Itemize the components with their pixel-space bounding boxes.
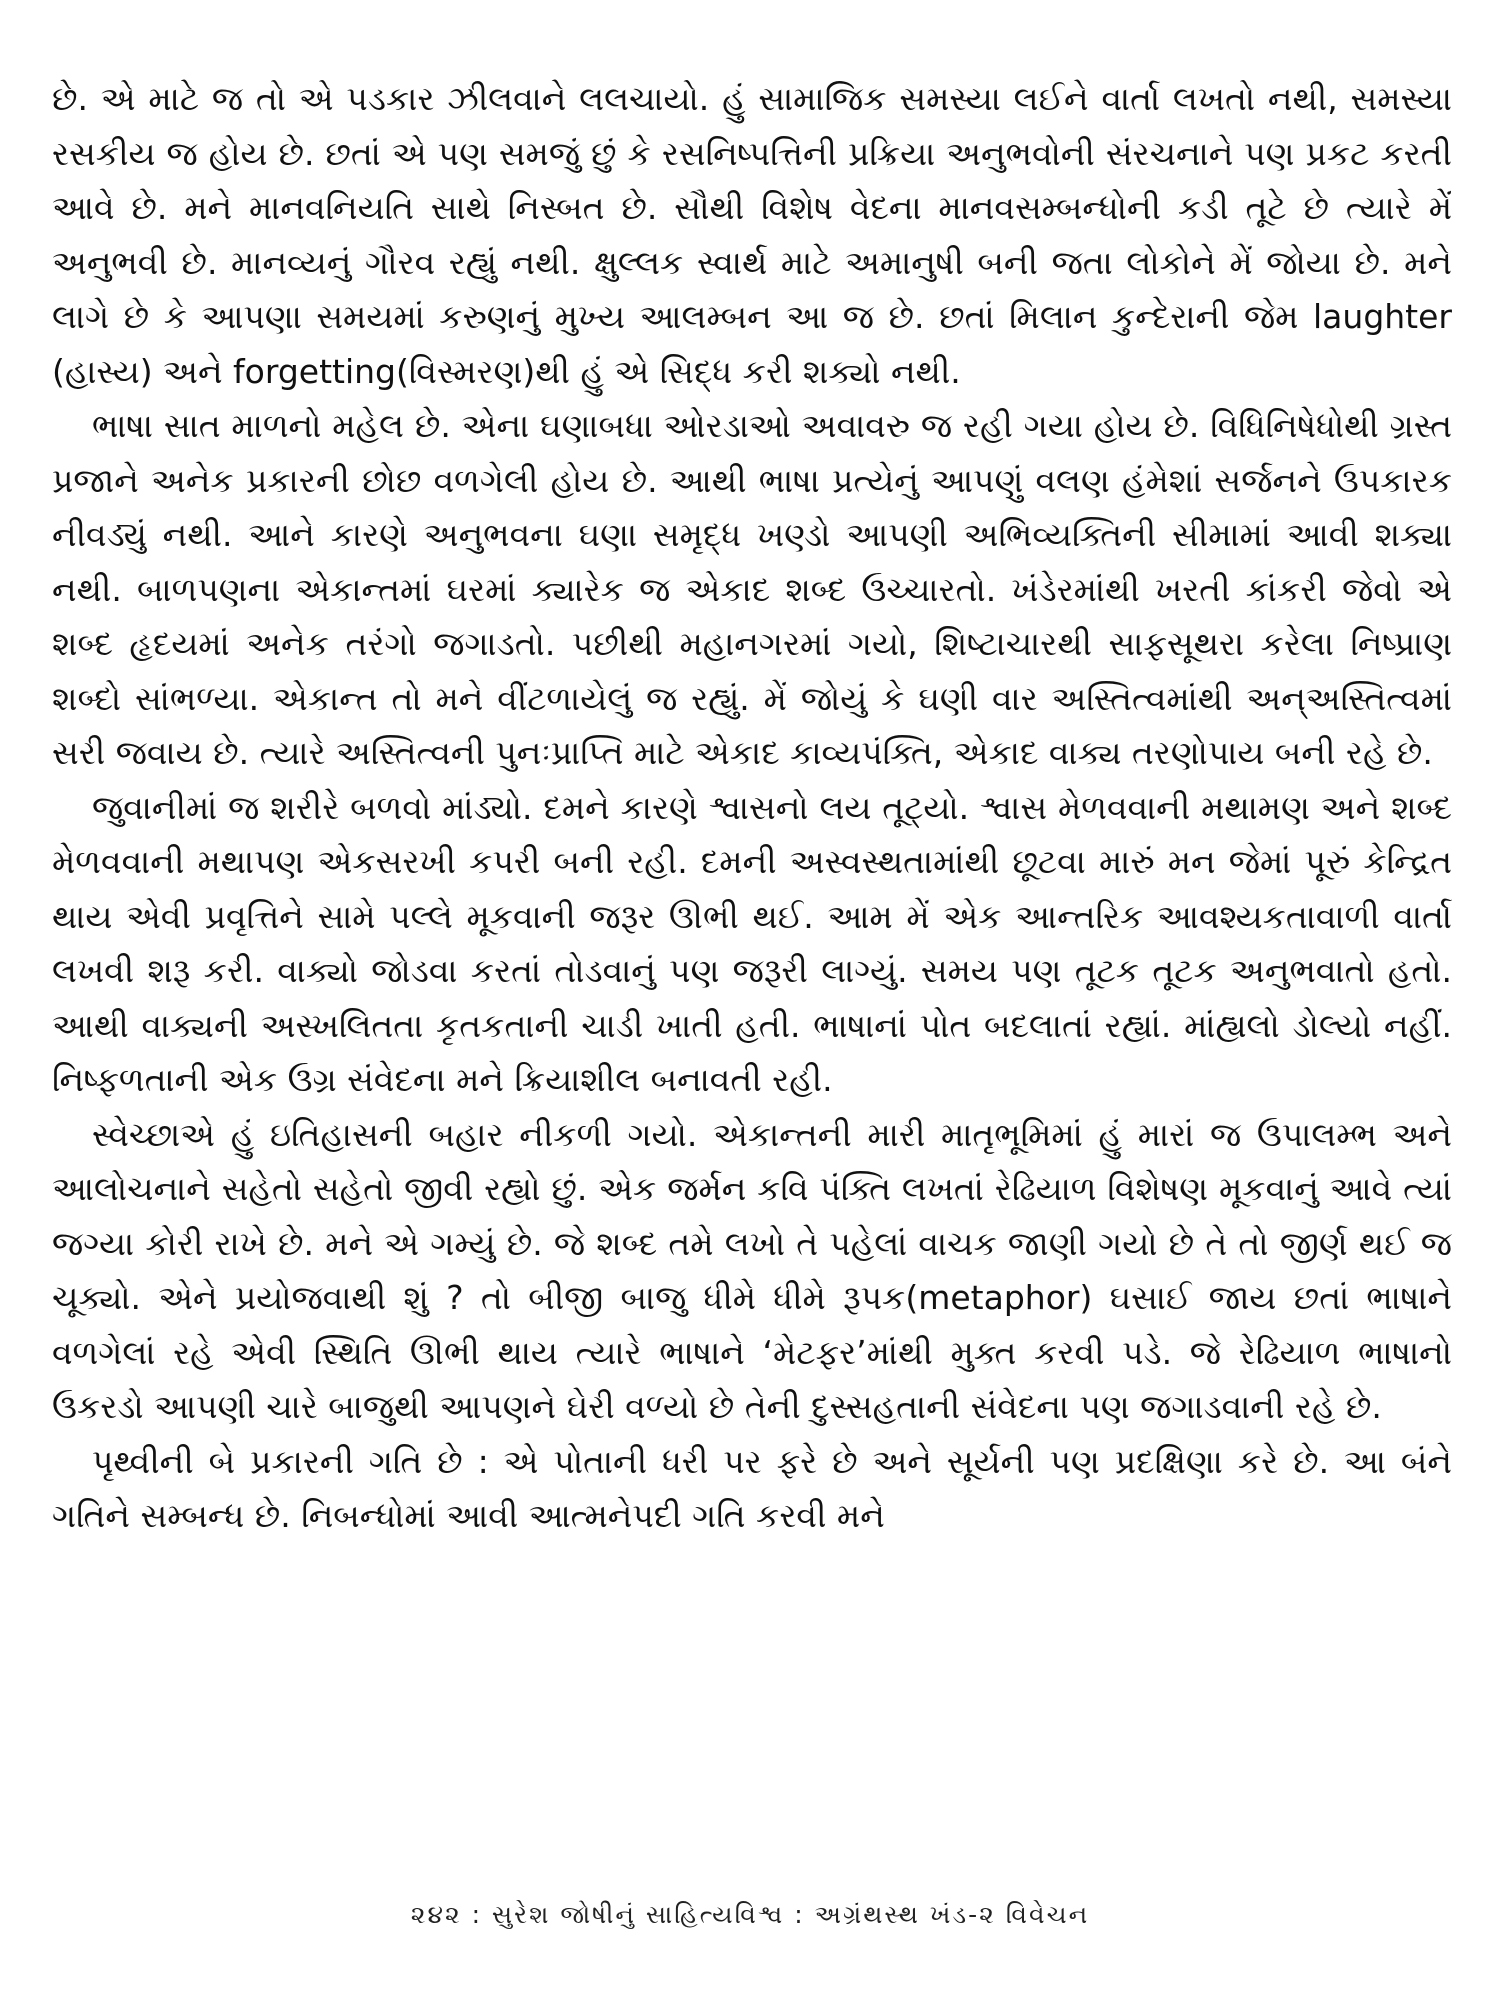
paragraph-1: છે. એ માટે જ તો એ પડકાર ઝીલવાને લલચાયો. હું સામાજિક સમસ્યા લઈને વાર્તા લખતો નથી, સમસ્યા રસકીય જ હોય છે. છતાં એ પણ સમજું છું કે રસનિષ્પત્તિની પ્રક્રિયા અનુભવોની સંરચનાને પણ પ્રકટ કરતી આવે છે. મને માનવનિયતિ સાથે નિસ્બત છે. સૌથી વિશેષ વેદના માનવસમ્બન્ધોની કડી તૂટે છે ત્યારે મેં અનુભવી છે. માનવ્યનું ગૌરવ રહ્યું નથી. ક્ષુલ્લક સ્વાર્થ માટે અમાનુષી બની જતા લોકોને મેં જોયા છે. મને લાગે છે કે આપણા સમયમાં કરુણનું મુખ્ય આલમ્બન આ જ છે. છતાં મિલાન કુન્દેરાની જેમ laughter (હાસ્ય) અને forgetting(વિસ્મરણ)થી હું એ સિદ્ધ કરી શક્યો નથી. bbox=[52, 79, 1452, 391]
paragraph-3: જુવાનીમાં જ શરીરે બળવો માંડ્યો. દમને કારણે શ્વાસનો લય તૂટ્યો. શ્વાસ મેળવવાની મથામણ અને શબ્દ મેળવવાની મથાપણ એકસરખી કપરી બની રહી. દમની અસ્વસ્થતામાંથી છૂટવા મારું મન જેમાં પૂરું કેન્દ્રિત થાય એવી પ્રવૃત્તિને સામે પલ્લે મૂકવાની જરૂર ઊભી થઈ. આમ મેં એક આન્તરિક આવશ્યકતાવાળી વાર્તા લખવી શરૂ કરી. વાક્યો જોડવા કરતાં તોડવાનું પણ જરૂરી લાગ્યું. સમય પણ તૂટક તૂટક અનુભવાતો હતો. આથી વાક્યની અસ્ખલિતતા કૃતકતાની ચાડી ખાતી હતી. ભાષાનાં પોત બદલાતાં રહ્યાં. માંહ્યલો ડોલ્યો નહીં. નિષ્ફળતાની એક ઉગ્ર સંવેદના મને ક્રિયાશીલ બનાવતી રહી. bbox=[52, 787, 1452, 1099]
page-footer: ૨૪૨ : સુરેશ જોષીનું સાહિત્યવિશ્વ : અગ્રંથસ્થ ખંડ-૨ વિવેચન bbox=[410, 1900, 1090, 1929]
paragraph-4: સ્વેચ્છાએ હું ઇતિહાસની બહાર નીકળી ગયો. એકાન્તની મારી માતૃભૂમિમાં હું મારાં જ ઉપાલમ્ભ અને આલોચનાને સહેતો સહેતો જીવી રહ્યો છું. એક જર્મન કવિ પંક્તિ લખતાં રેઢિયાળ વિશેષણ મૂકવાનું આવે ત્યાં જગ્યા કોરી રાખે છે. મને એ ગમ્યું છે. જે શબ્દ તમે લખો તે પહેલાં વાચક જાણી ગયો છે તે તો જીર્ણ થઈ જ ચૂક્યો. એને પ્રયોજવાથી શું ? તો બીજી બાજુ ધીમે ધીમે રૂપક(metaphor) ઘસાઈ જાય છતાં ભાષાને વળગેલાં રહે એવી સ્થિતિ ઊભી થાય ત્યારે ભાષાને ‘મેટફર’માંથી મુક્ત કરવી પડે. જે રેઢિયાળ ભાષાનો ઉકરડો આપણી ચારે બાજુથી આપણને ઘેરી વળ્યો છે તેની દુસ્સહતાની સંવેદના પણ જગાડવાની રહે છે. bbox=[52, 1114, 1452, 1426]
paragraph-2: ભાષા સાત માળનો મહેલ છે. એના ઘણાબધા ઓરડાઓ અવાવરુ જ રહી ગયા હોય છે. વિધિનિષેધોથી ગ્રસ્ત પ્રજાને અનેક પ્રકારની છોછ વળગેલી હોય છે. આથી ભાષા પ્રત્યેનું આપણું વલણ હંમેશાં સર્જનને ઉપકારક નીવડ્યું નથી. આને કારણે અનુભવના ઘણા સમૃદ્ધ ખણ્ડો આપણી અભિવ્યક્તિની સીમામાં આવી શક્યા નથી. બાળપણના એકાન્તમાં ઘરમાં ક્યારેક જ એકાદ શબ્દ ઉચ્ચારતો. ખંડેરમાંથી ખરતી કાંકરી જેવો એ શબ્દ હૃદયમાં અનેક તરંગો જગાડતો. પછીથી મહાનગરમાં ગયો, શિષ્ટાચારથી સાફસૂથરા કરેલા નિષ્પ્રાણ શબ્દો સાંભળ્યા. એકાન્ત તો મને વીંટળાયેલું જ રહ્યું. મેં જોયું કે ઘણી વાર અસ્તિત્વમાંથી અન્‌અસ્તિત્વમાં સરી જવાય છે. ત્યારે અસ્તિત્વની પુનઃપ્રાપ્તિ માટે એકાદ કાવ્યપંક્તિ, એકાદ વાક્ય તરણોપાય બની રહે છે. bbox=[52, 406, 1452, 772]
paragraph-5: પૃથ્વીની બે પ્રકારની ગતિ છે : એ પોતાની ધરી પર ફરે છે અને સૂર્યની પણ પ્રદક્ષિણા કરે છે. આ બંને ગતિને સમ્બન્ધ છે. નિબન્ધોમાં આવી આત્મનેપદી ગતિ કરવી મને bbox=[52, 1441, 1452, 1535]
body-text bbox=[52, 72, 1452, 1544]
